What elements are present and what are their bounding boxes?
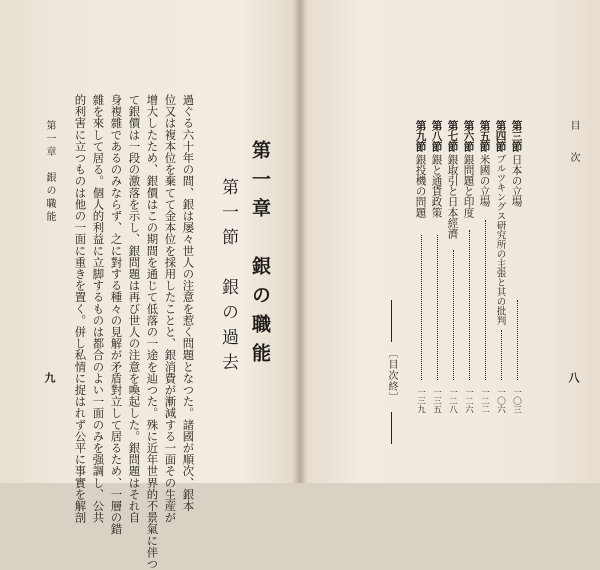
page-number: 八 [567,372,580,383]
section-title: 第一節 銀の過去 [218,178,238,378]
body-line: 的利害に立つものは他の一面に重きを置く。併し私情に捉はれず公平に事實を解剖 [73,94,88,524]
body-line: 過ぐる六十年の間、銀は屡々世人の注意を惹く問題となつた。諸國が順次、銀本 [181,94,196,512]
toc-leader-dots [517,300,518,380]
body-line: 位又は複本位を棄てて金本位を採用したことと、銀消費が漸減する一面その生産が [163,94,178,524]
body-line: 身複雜であるのみならず、之に對する種々の見解が矛盾對立して居るため、一層の錯 [109,94,124,535]
toc-section-number: 第八節 [430,120,443,152]
toc-page-number: 一二二 [479,388,490,414]
toc-section-number: 第六節 [462,120,475,152]
toc-page-number: 一二六 [463,388,474,414]
toc-section-number: 第三節 [510,120,523,152]
toc-leader-dots [421,235,422,380]
left-page [0,0,298,570]
body-line: 增大したため、銀價はこの期間を通じて低落の一途を辿つた。殊に近年世界的不景氣に伴つ [145,94,160,570]
toc-page-number: 一二八 [447,388,458,414]
body-line: て銀價は一段の激落を示し、銀問題は再び世人の注意を喚起した。銀問題はそれ自 [127,94,142,524]
toc-entry-title: 銀問題と印度 [462,154,475,218]
body-line: 雜を來して居る。個人的利益に立脚するものは都合のよい一面のみを强調し、公共 [91,94,106,524]
toc-end-rule-top [391,300,392,342]
toc-page-number: 一三五 [431,388,442,414]
toc-leader-dots [453,250,454,380]
chapter-title: 第一章 銀の職能 [249,140,271,372]
toc-page-number: 一〇三 [511,388,522,414]
toc-label: 目 次 [568,120,579,168]
toc-leader-dots [501,330,502,380]
toc-entry-title: 銀取引と日本經濟 [446,154,459,239]
toc-page-number: 一三九 [415,388,426,414]
toc-leader-dots [469,230,470,380]
page-number: 九 [43,372,56,383]
toc-entry-title: 銀と通貨政策 [430,154,443,218]
toc-entry-title: 日本の立場 [510,154,523,207]
toc-section-number: 第五節 [478,120,491,152]
toc-entry-title: 米國の立場 [478,154,491,207]
toc-section-number: 第九節 [414,120,427,152]
right-page [302,0,600,483]
toc-entry-title: 銀投機の問題 [414,154,427,218]
toc-leader-dots [437,235,438,380]
toc-entry-title: ブルツキングス研究所の主張と其の批判 [494,154,506,325]
toc-leader-dots [485,220,486,380]
toc-end-marker: 〔目次終〕 [386,348,397,403]
toc-section-number: 第七節 [446,120,459,152]
toc-section-number: 第四節 [494,120,507,152]
toc-end-rule-bottom [391,412,392,444]
toc-page-number: 一〇六 [495,388,506,414]
running-head: 第一章 銀の職能 [44,120,55,224]
